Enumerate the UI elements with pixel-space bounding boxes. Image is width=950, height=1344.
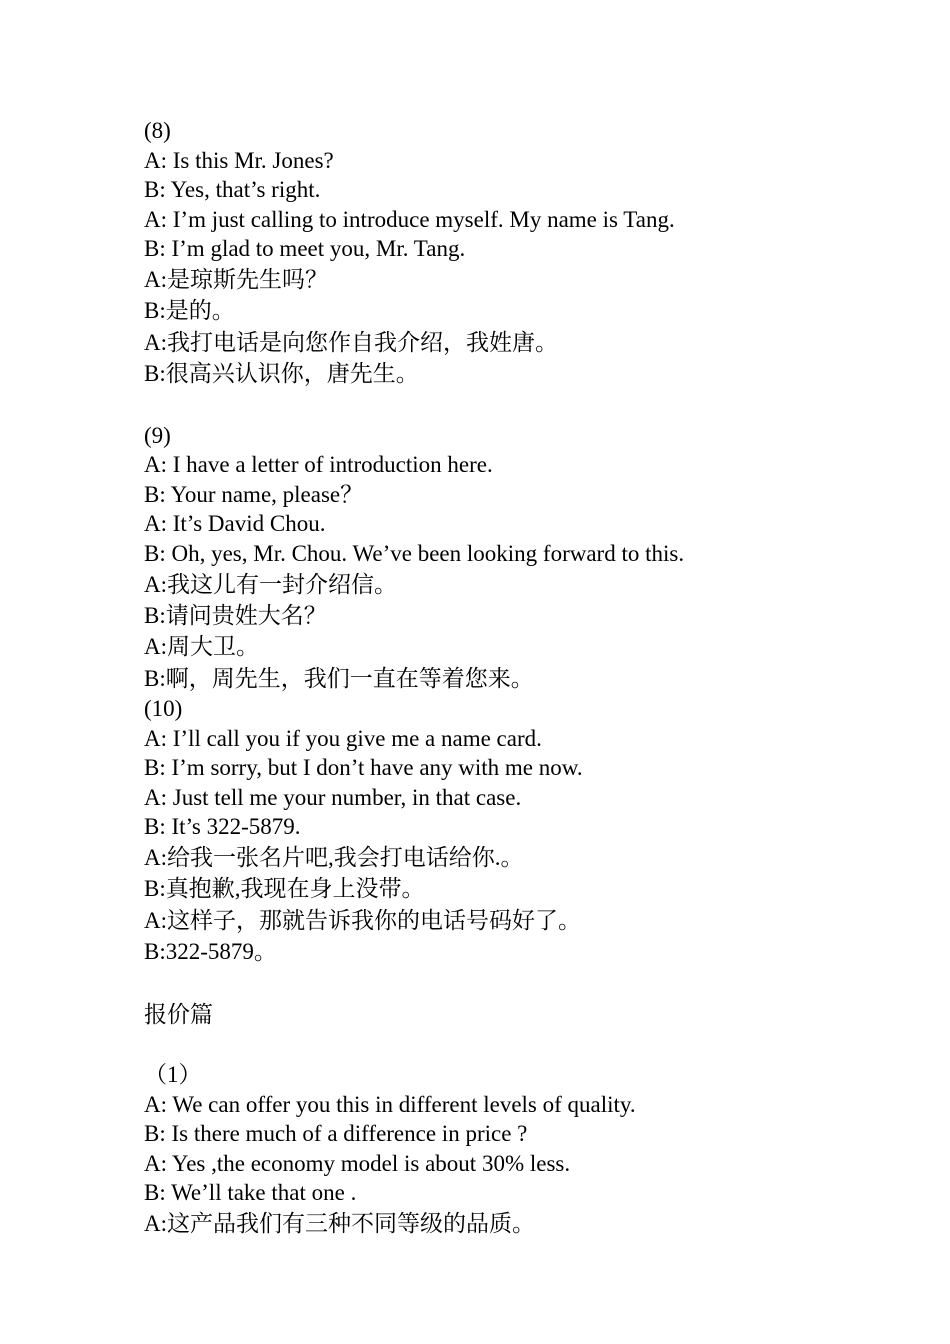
dialogue-line: B:很高兴认识你，唐先生。 bbox=[144, 361, 419, 387]
section-label: (10) bbox=[144, 696, 183, 722]
dialogue-line: B:322-5879。 bbox=[144, 939, 277, 965]
dialogue-line: A:给我一张名片吧,我会打电话给你.。 bbox=[144, 845, 524, 871]
dialogue-line: B:啊，周先生，我们一直在等着您来。 bbox=[144, 665, 534, 691]
dialogue-line: A: I’ll call you if you give me a name card. bbox=[144, 725, 542, 751]
dialogue-line: A: Just tell me your number, in that case. bbox=[144, 784, 522, 810]
dialogue-line: A: I have a letter of introduction here. bbox=[144, 452, 493, 478]
dialogue-line: A: Yes ,the economy model is about 30% less. bbox=[144, 1150, 571, 1176]
dialogue-line: B: We’ll take that one . bbox=[144, 1180, 357, 1206]
section-label: (8) bbox=[144, 118, 171, 143]
dialogue-line: B: It’s 322-5879. bbox=[144, 814, 301, 840]
dialogue-line: B: I’m glad to meet you, Mr. Tang. bbox=[144, 236, 466, 262]
dialogue-line: B: Oh, yes, Mr. Chou. We’ve been looking forward to this. bbox=[144, 540, 685, 566]
dialogue-text bbox=[144, 116, 904, 1239]
section-heading: 报价篇 bbox=[144, 1001, 213, 1027]
dialogue-line: B: I’m sorry, but I don’t have any with me now. bbox=[144, 755, 583, 781]
dialogue-line: A:这产品我们有三种不同等级的品质。 bbox=[144, 1210, 535, 1236]
blank-line bbox=[144, 1030, 904, 1060]
dialogue-line: A:我打电话是向您作自我介绍，我姓唐。 bbox=[144, 329, 558, 355]
section-label: (9) bbox=[144, 422, 171, 448]
dialogue-line: A: I’m just calling to introduce myself. My name is Tang. bbox=[144, 206, 675, 232]
dialogue-line: B:请问贵姓大名？ bbox=[144, 602, 327, 628]
section-label: （1） bbox=[144, 1061, 202, 1087]
dialogue-line: A:我这儿有一封介绍信。 bbox=[144, 571, 397, 597]
blank-line bbox=[144, 968, 904, 999]
dialogue-line: B: Your name, please？ bbox=[144, 481, 364, 507]
dialogue-line: B: Is there much of a difference in price ? bbox=[144, 1121, 528, 1147]
blank-line bbox=[144, 390, 904, 421]
dialogue-line: A:这样子，那就告诉我你的电话号码好了。 bbox=[144, 907, 581, 933]
dialogue-line: A:周大卫。 bbox=[144, 634, 259, 660]
dialogue-line: A: We can offer you this in different levels of quality. bbox=[144, 1091, 636, 1117]
dialogue-line: B:真抱歉,我现在身上没带。 bbox=[144, 876, 425, 902]
dialogue-line: B:是的。 bbox=[144, 298, 235, 324]
dialogue-line: A: It’s David Chou. bbox=[144, 511, 326, 537]
dialogue-line: A: Is this Mr. Jones? bbox=[144, 147, 334, 173]
dialogue-line: B: Yes, that’s right. bbox=[144, 177, 321, 203]
dialogue-line: A:是琼斯先生吗？ bbox=[144, 266, 328, 292]
